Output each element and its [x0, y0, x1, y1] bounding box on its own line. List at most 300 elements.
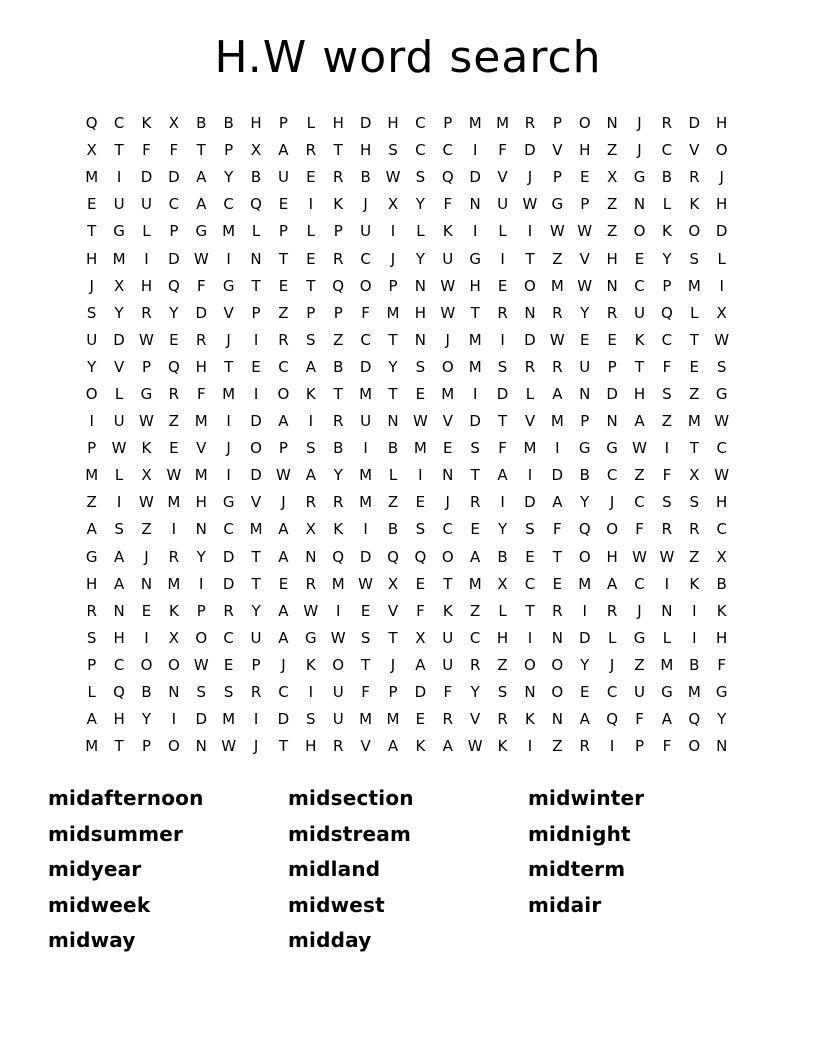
grid-cell: L: [388, 466, 398, 485]
grid-cell: P: [224, 141, 234, 160]
grid-cell: V: [387, 601, 399, 620]
grid-cell: L: [114, 384, 124, 403]
grid-cell: A: [196, 195, 207, 214]
grid-cell: C: [661, 330, 673, 349]
grid-cell: I: [582, 601, 587, 620]
grid-cell: I: [89, 412, 94, 431]
grid-cell: A: [278, 547, 289, 566]
grid-cell: S: [114, 520, 124, 539]
grid-cell: J: [253, 737, 259, 756]
grid-cell: J: [637, 601, 642, 620]
grid-cell: H: [606, 547, 618, 566]
grid-cell: H: [113, 710, 125, 729]
grid-cell: Z: [470, 601, 481, 620]
grid-cell: Q: [441, 168, 454, 187]
grid-cell: B: [360, 168, 371, 187]
grid-cell: N: [414, 276, 426, 295]
grid-cell: H: [387, 114, 399, 133]
grid-cell: S: [716, 357, 727, 376]
grid-cell: Q: [167, 357, 180, 376]
grid-cell: I: [692, 628, 697, 647]
grid-cell: R: [305, 574, 317, 593]
grid-cell: X: [86, 141, 97, 160]
grid-cell: E: [278, 195, 289, 214]
grid-cell: T: [443, 574, 453, 593]
grid-cell: F: [717, 655, 726, 674]
grid-cell: W: [385, 168, 401, 187]
grid-cell: Q: [250, 195, 262, 214]
grid-cell: B: [716, 574, 727, 593]
grid-cell: Q: [660, 303, 673, 322]
grid-cell: W: [166, 466, 182, 485]
grid-cell: H: [716, 114, 728, 133]
grid-cell: N: [524, 683, 536, 702]
grid-cell: V: [250, 493, 262, 512]
grid-cell: P: [607, 357, 617, 376]
grid-cell: P: [443, 114, 453, 133]
grid-cell: Z: [333, 330, 344, 349]
grid-cell: T: [470, 466, 480, 485]
grid-cell: D: [715, 222, 728, 241]
grid-cell: W: [412, 412, 428, 431]
grid-cell: J: [281, 655, 286, 674]
grid-cell: W: [276, 466, 291, 485]
grid-cell: T: [497, 412, 508, 431]
grid-cell: I: [253, 330, 259, 349]
grid-cell: P: [580, 195, 590, 214]
grid-cell: I: [226, 412, 231, 431]
grid-cell: E: [223, 655, 234, 674]
word-item: midyear: [48, 857, 142, 882]
grid-cell: C: [360, 249, 371, 268]
grid-cell: O: [688, 222, 701, 241]
grid-cell: M: [249, 520, 263, 539]
grid-cell: Q: [387, 547, 399, 566]
grid-cell: M: [687, 412, 701, 431]
grid-cell: I: [609, 737, 615, 756]
grid-cell: S: [306, 439, 316, 458]
grid-cell: F: [443, 195, 453, 214]
grid-cell: A: [415, 655, 426, 674]
grid-cell: I: [308, 683, 314, 702]
word-item: midair: [528, 892, 602, 917]
grid-cell: X: [689, 466, 700, 485]
grid-cell: V: [196, 439, 207, 458]
grid-cell: M: [359, 493, 373, 512]
grid-cell: R: [579, 737, 590, 756]
grid-cell: P: [251, 655, 261, 674]
grid-cell: A: [497, 466, 508, 485]
word-item: midweek: [48, 892, 151, 917]
grid-cell: Z: [606, 141, 618, 160]
grid-cell: I: [555, 439, 560, 458]
grid-cell: W: [714, 412, 730, 431]
grid-cell: E: [141, 601, 152, 620]
grid-cell: S: [86, 303, 97, 322]
grid-cell: I: [116, 168, 122, 187]
grid-cell: G: [715, 683, 728, 702]
grid-cell: R: [606, 601, 618, 620]
grid-cell: I: [472, 141, 478, 160]
grid-cell: Z: [387, 493, 399, 512]
grid-cell: C: [223, 520, 234, 539]
grid-cell: H: [716, 493, 728, 512]
grid-cell: X: [716, 547, 727, 566]
grid-cell: L: [416, 222, 425, 241]
grid-cell: F: [196, 384, 206, 403]
grid-cell: E: [278, 574, 289, 593]
grid-cell: A: [579, 710, 590, 729]
grid-cell: C: [278, 357, 289, 376]
grid-cell: O: [688, 737, 701, 756]
grid-cell: E: [497, 276, 508, 295]
grid-cell: X: [141, 466, 152, 485]
word-item: midterm: [528, 857, 626, 882]
grid-cell: C: [634, 493, 645, 512]
grid-cell: B: [223, 114, 234, 133]
grid-cell: A: [86, 710, 97, 729]
grid-cell: Z: [86, 493, 97, 512]
grid-cell: S: [415, 520, 426, 539]
grid-cell: W: [632, 547, 647, 566]
grid-cell: Z: [634, 655, 645, 674]
grid-cell: N: [716, 737, 728, 756]
grid-cell: W: [139, 330, 154, 349]
grid-cell: C: [716, 520, 727, 539]
grid-cell: O: [250, 439, 262, 458]
grid-cell: T: [114, 737, 124, 756]
grid-cell: O: [85, 384, 98, 403]
grid-cell: J: [527, 168, 533, 187]
grid-cell: M: [468, 574, 482, 593]
grid-cell: R: [689, 168, 700, 187]
grid-cell: G: [633, 168, 646, 187]
grid-cell: Y: [87, 357, 97, 376]
grid-cell: Z: [552, 249, 563, 268]
grid-cell: N: [524, 303, 536, 322]
grid-cell: G: [606, 439, 618, 458]
grid-cell: W: [440, 303, 456, 322]
grid-cell: N: [113, 601, 125, 620]
grid-cell: Y: [470, 683, 480, 702]
grid-cell: P: [333, 222, 343, 241]
grid-cell: R: [661, 520, 673, 539]
grid-cell: R: [168, 547, 180, 566]
grid-cell: U: [442, 249, 454, 268]
grid-cell: N: [606, 276, 618, 295]
grid-cell: Y: [717, 710, 727, 729]
grid-cell: P: [141, 357, 151, 376]
grid-cell: P: [388, 276, 398, 295]
grid-cell: F: [498, 439, 507, 458]
grid-cell: U: [113, 195, 125, 214]
grid-cell: S: [689, 249, 700, 268]
word-item: midway: [48, 928, 136, 953]
grid-cell: H: [469, 276, 481, 295]
grid-cell: P: [552, 168, 562, 187]
grid-cell: H: [633, 384, 646, 403]
grid-cell: D: [524, 141, 536, 160]
grid-cell: N: [469, 195, 481, 214]
grid-cell: Y: [333, 466, 343, 485]
grid-cell: J: [609, 655, 615, 674]
grid-cell: C: [168, 195, 180, 214]
grid-cell: D: [496, 384, 509, 403]
grid-cell: R: [196, 330, 207, 349]
grid-cell: K: [525, 710, 535, 729]
grid-cell: T: [634, 357, 645, 376]
grid-cell: A: [113, 547, 125, 566]
grid-cell: M: [496, 114, 510, 133]
grid-cell: F: [142, 141, 151, 160]
grid-cell: V: [470, 710, 481, 729]
grid-cell: G: [140, 384, 153, 403]
grid-cell: F: [553, 520, 562, 539]
grid-cell: C: [606, 466, 618, 485]
grid-cell: F: [361, 303, 370, 322]
grid-cell: V: [552, 141, 563, 160]
grid-cell: W: [577, 276, 593, 295]
grid-cell: I: [500, 330, 505, 349]
grid-cell: Y: [662, 249, 672, 268]
grid-cell: I: [719, 276, 724, 295]
grid-cell: H: [359, 141, 372, 160]
grid-cell: A: [86, 520, 97, 539]
grid-cell: D: [222, 574, 235, 593]
grid-cell: M: [660, 655, 674, 674]
grid-cell: L: [306, 114, 315, 133]
grid-cell: I: [472, 384, 478, 403]
grid-cell: T: [689, 330, 699, 349]
grid-cell: A: [278, 601, 289, 620]
grid-cell: A: [305, 466, 316, 485]
grid-cell: W: [714, 330, 730, 349]
grid-cell: I: [363, 439, 368, 458]
grid-cell: E: [415, 574, 426, 593]
grid-cell: E: [415, 384, 426, 403]
grid-cell: O: [277, 384, 290, 403]
grid-cell: A: [113, 574, 125, 593]
grid-cell: L: [306, 222, 315, 241]
word-item: midwest: [288, 892, 385, 917]
grid-cell: B: [333, 439, 344, 458]
grid-cell: S: [470, 439, 480, 458]
grid-cell: C: [469, 628, 481, 647]
grid-cell: N: [195, 520, 207, 539]
word-item: midafternoon: [48, 786, 204, 810]
grid-cell: T: [333, 141, 343, 160]
grid-cell: N: [250, 249, 262, 268]
grid-cell: I: [253, 710, 259, 729]
grid-cell: T: [388, 330, 398, 349]
grid-cell: U: [86, 330, 98, 349]
grid-cell: E: [306, 168, 316, 187]
grid-cell: Q: [167, 276, 180, 295]
word-item: midnight: [528, 821, 631, 846]
grid-cell: M: [222, 710, 236, 729]
grid-cell: F: [196, 276, 206, 295]
grid-cell: P: [580, 412, 590, 431]
grid-cell: K: [497, 737, 508, 756]
grid-cell: L: [498, 222, 507, 241]
grid-cell: U: [332, 710, 344, 729]
word-item: midday: [288, 928, 372, 953]
grid-cell: L: [717, 249, 726, 268]
grid-cell: U: [277, 168, 289, 187]
grid-cell: F: [498, 141, 507, 160]
grid-cell: B: [689, 655, 700, 674]
word-list-column: [528, 781, 768, 959]
grid-cell: A: [552, 384, 563, 403]
grid-cell: I: [226, 466, 231, 485]
grid-cell: K: [141, 114, 152, 133]
grid-cell: Q: [332, 276, 345, 295]
grid-cell: R: [497, 303, 508, 322]
grid-cell: F: [662, 466, 672, 485]
grid-cell: M: [550, 276, 564, 295]
grid-cell: S: [525, 520, 535, 539]
grid-cell: G: [85, 547, 98, 566]
grid-cell: N: [387, 412, 399, 431]
grid-cell: N: [606, 412, 618, 431]
word-list-column: [288, 781, 528, 959]
grid-cell: F: [662, 737, 672, 756]
grid-cell: B: [141, 683, 152, 702]
grid-cell: N: [195, 737, 207, 756]
grid-cell: J: [390, 655, 396, 674]
grid-cell: W: [139, 412, 154, 431]
grid-cell: N: [579, 384, 591, 403]
grid-cell: D: [578, 628, 591, 647]
word-item: midstream: [288, 821, 412, 846]
grid-cell: I: [472, 222, 478, 241]
grid-cell: E: [306, 249, 316, 268]
grid-cell: E: [86, 195, 97, 214]
grid-cell: R: [552, 357, 563, 376]
grid-cell: Y: [580, 655, 590, 674]
grid-cell: V: [497, 168, 508, 187]
grid-cell: P: [306, 303, 316, 322]
grid-cell: I: [500, 493, 505, 512]
word-list-column: [48, 781, 288, 959]
grid-cell: P: [251, 303, 261, 322]
grid-cell: E: [689, 357, 700, 376]
grid-cell: O: [140, 655, 153, 674]
grid-cell: Z: [634, 466, 645, 485]
grid-cell: D: [277, 710, 290, 729]
grid-cell: H: [195, 493, 207, 512]
grid-cell: U: [360, 412, 372, 431]
grid-cell: I: [226, 249, 231, 268]
grid-cell: Y: [580, 493, 590, 512]
grid-cell: R: [552, 601, 563, 620]
grid-cell: X: [113, 276, 125, 295]
grid-cell: J: [637, 141, 642, 160]
grid-cell: Z: [278, 303, 289, 322]
grid-cell: H: [716, 628, 728, 647]
grid-cell: Y: [251, 601, 261, 620]
grid-cell: H: [86, 574, 98, 593]
grid-cell: I: [363, 520, 368, 539]
grid-cell: D: [359, 114, 372, 133]
grid-cell: P: [662, 276, 672, 295]
grid-cell: G: [469, 249, 481, 268]
grid-cell: R: [469, 655, 481, 674]
word-item: midland: [288, 857, 381, 882]
grid-cell: O: [715, 141, 728, 160]
grid-cell: N: [414, 330, 426, 349]
grid-cell: M: [167, 574, 181, 593]
grid-cell: X: [415, 628, 426, 647]
grid-cell: G: [551, 195, 564, 214]
grid-cell: O: [633, 222, 646, 241]
grid-cell: I: [692, 601, 697, 620]
grid-cell: W: [659, 547, 675, 566]
grid-cell: C: [223, 195, 234, 214]
grid-cell: T: [278, 737, 289, 756]
grid-cell: R: [689, 520, 700, 539]
grid-cell: D: [524, 493, 536, 512]
grid-cell: S: [306, 710, 316, 729]
grid-cell: C: [524, 574, 536, 593]
grid-cell: Q: [113, 683, 125, 702]
grid-cell: C: [606, 683, 618, 702]
grid-cell: E: [525, 547, 535, 566]
grid-cell: D: [359, 357, 372, 376]
grid-cell: I: [390, 222, 396, 241]
grid-cell: U: [442, 628, 454, 647]
grid-cell: O: [524, 276, 536, 295]
grid-cell: M: [523, 439, 537, 458]
grid-cell: H: [606, 249, 618, 268]
grid-cell: Z: [661, 412, 673, 431]
grid-cell: B: [579, 466, 590, 485]
grid-cell: W: [440, 276, 456, 295]
grid-cell: I: [527, 222, 533, 241]
grid-cell: D: [168, 249, 180, 268]
grid-cell: R: [278, 330, 289, 349]
grid-cell: A: [634, 412, 645, 431]
grid-cell: F: [662, 357, 672, 376]
grid-cell: R: [469, 493, 481, 512]
grid-cell: U: [113, 412, 125, 431]
grid-cell: M: [550, 412, 564, 431]
grid-cell: I: [116, 493, 122, 512]
grid-cell: K: [305, 655, 316, 674]
grid-cell: W: [714, 466, 730, 485]
grid-cell: W: [221, 737, 237, 756]
grid-cell: R: [524, 357, 536, 376]
grid-cell: X: [606, 168, 618, 187]
grid-cell: R: [168, 384, 180, 403]
grid-cell: M: [194, 466, 208, 485]
grid-cell: G: [195, 222, 208, 241]
grid-cell: Q: [85, 114, 98, 133]
grid-cell: R: [332, 249, 344, 268]
grid-cell: E: [169, 330, 179, 349]
grid-cell: L: [607, 628, 617, 647]
grid-cell: I: [664, 439, 670, 458]
grid-cell: P: [87, 439, 97, 458]
grid-cell: U: [497, 195, 509, 214]
grid-cell: X: [250, 141, 262, 160]
word-list: [48, 781, 768, 959]
grid-cell: J: [226, 439, 231, 458]
grid-cell: F: [635, 520, 644, 539]
grid-cell: Y: [497, 520, 508, 539]
grid-cell: P: [196, 601, 206, 620]
grid-cell: Q: [414, 547, 427, 566]
